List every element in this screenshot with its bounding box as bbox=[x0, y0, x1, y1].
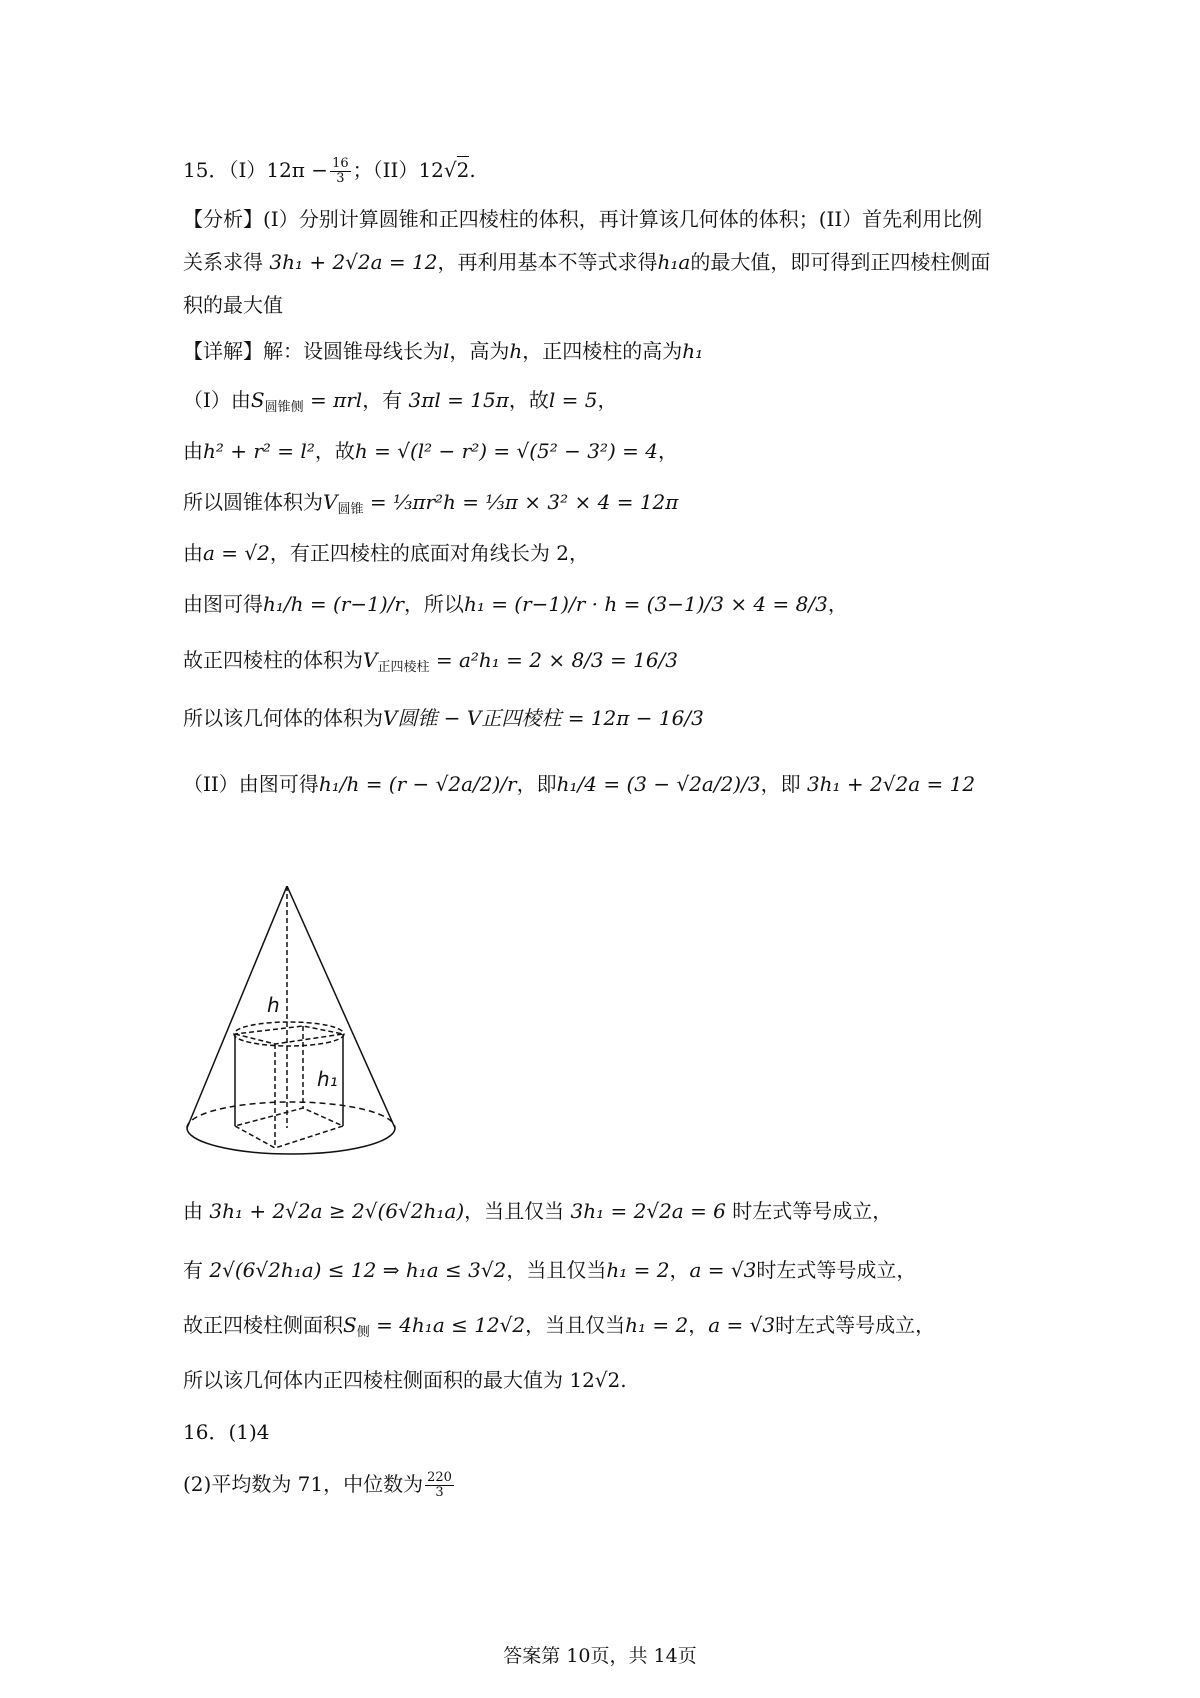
math-expr: h₁/4 = (3 − √2a/2)/3 bbox=[556, 772, 761, 796]
conclusion bbox=[183, 1366, 627, 1394]
step-text: 时左式等号成立， bbox=[775, 1313, 936, 1337]
step-text: ，当且仅当 bbox=[506, 1258, 607, 1282]
analysis-line-2 bbox=[183, 248, 990, 276]
math-expr: l = 5 bbox=[548, 388, 598, 412]
ineq-1 bbox=[183, 1197, 892, 1225]
prism-base bbox=[235, 1108, 343, 1148]
math-expr: 3h₁ = 2√2a = 6 bbox=[570, 1199, 726, 1223]
step-text: （II）由图可得 bbox=[183, 772, 319, 796]
analysis-text: (I）分别计算圆锥和正四棱柱的体积，再计算该几何体的体积；(II）首先利用比例 bbox=[263, 207, 983, 231]
math-expr: 3h₁ + 2√2a = 12 bbox=[806, 772, 976, 796]
step-text: ，即 bbox=[760, 772, 807, 796]
step-text: ，有正四棱柱的底面对角线长为 2， bbox=[269, 541, 589, 565]
math-var: S bbox=[343, 1313, 357, 1337]
analysis-text: 积的最大值 bbox=[183, 293, 283, 317]
detail-text: ，正四棱柱的高为 bbox=[522, 339, 683, 363]
math-expr: h₁ = 2 bbox=[606, 1258, 670, 1282]
step-text: 故正四棱柱侧面积 bbox=[183, 1313, 343, 1337]
part-label: （II） bbox=[372, 158, 419, 182]
math-expr: 3πl = 15π bbox=[402, 388, 509, 412]
ineq-3 bbox=[183, 1311, 935, 1347]
analysis-text: 的最大值，即可得到正四棱柱侧面 bbox=[690, 250, 991, 274]
subscript: 圆锥 bbox=[337, 502, 364, 517]
math-expr: h² + r² = l² bbox=[203, 439, 315, 463]
label-h: h bbox=[267, 993, 280, 1017]
math-expr: a = √2 bbox=[203, 541, 270, 565]
label-h1: h₁ bbox=[317, 1067, 338, 1091]
base-ellipse-back bbox=[187, 1102, 395, 1128]
cone-diagram bbox=[183, 886, 403, 1156]
math-expr: h₁/h = (r − √2a/2)/r bbox=[318, 772, 517, 796]
step-text: 由图可得 bbox=[183, 592, 263, 616]
step-text: 时左式等号成立， bbox=[756, 1258, 917, 1282]
ineq-2 bbox=[183, 1256, 916, 1284]
analysis-tag: 【分析】 bbox=[183, 207, 263, 231]
prism-top bbox=[235, 1026, 343, 1044]
step-text: ， bbox=[827, 592, 848, 616]
step-7 bbox=[183, 704, 704, 732]
step-text: ， bbox=[658, 439, 678, 463]
analysis-text: ，再利用基本不等式求得 bbox=[437, 250, 658, 274]
detail-tag: 【详解】 bbox=[183, 339, 263, 363]
math-expr: V圆锥 − V正四棱柱 = 12π − 16/3 bbox=[383, 706, 704, 730]
subscript: 正四棱柱 bbox=[377, 660, 430, 675]
separator: ； bbox=[352, 158, 373, 182]
math-var: h₁ bbox=[682, 339, 704, 363]
radicand: 2 bbox=[456, 158, 470, 182]
step-1 bbox=[183, 386, 618, 422]
math-expr: 3h₁ + 2√2a ≥ 2√(6√2h₁a) bbox=[209, 1199, 465, 1223]
step-text: 故正四棱柱的体积为 bbox=[183, 648, 363, 672]
analysis-text: 关系求得 bbox=[183, 250, 263, 274]
step-text: ，故 bbox=[508, 388, 549, 412]
math-expr: a = √3 bbox=[689, 1258, 757, 1282]
page-footer: 答案第 10页，共 14页 bbox=[503, 1645, 697, 1667]
detail-intro bbox=[183, 337, 703, 365]
question-number: 15． bbox=[183, 158, 229, 182]
step-text: 有 bbox=[183, 1258, 210, 1282]
step-text: ，即 bbox=[516, 772, 557, 796]
math-expr: h₁a bbox=[657, 250, 691, 274]
step-2 bbox=[183, 437, 678, 465]
period: . bbox=[469, 158, 476, 182]
math-expr: = a²h₁ = 2 × 8/3 = 16/3 bbox=[429, 648, 679, 672]
detail-text: ，高为 bbox=[449, 339, 510, 363]
step-text: ， bbox=[597, 388, 618, 412]
step-5 bbox=[183, 590, 848, 618]
step-3 bbox=[183, 488, 678, 524]
analysis-line-1 bbox=[183, 205, 982, 233]
step-text: 所以该几何体的体积为 bbox=[183, 706, 383, 730]
base-ellipse-front bbox=[187, 1128, 395, 1154]
answer-15: 15．（I）12π − $\frac{16}{3}$ ；（II）12√2. bbox=[183, 156, 476, 186]
math-expr: 12√2 bbox=[569, 1368, 621, 1392]
top-section-ellipse bbox=[234, 1022, 344, 1046]
step-text: 时左式等号成立， bbox=[725, 1199, 893, 1223]
fraction bbox=[330, 157, 351, 186]
math-expr: a = √3 bbox=[708, 1313, 776, 1337]
denominator: 3 bbox=[336, 171, 345, 186]
step-text: 由 bbox=[183, 1199, 210, 1223]
math-expr: 12π − bbox=[266, 158, 329, 182]
step-6 bbox=[183, 646, 678, 682]
step-text: ， bbox=[688, 1313, 709, 1337]
period: . bbox=[620, 1368, 627, 1392]
math-expr: = ⅓πr²h = ⅓π × 3² × 4 = 12π bbox=[363, 490, 679, 514]
math-var: S bbox=[250, 388, 265, 412]
subscript: 圆锥侧 bbox=[264, 400, 304, 415]
numerator: 220 bbox=[427, 1470, 452, 1485]
math-expr: 3h₁ + 2√2a = 12 bbox=[269, 250, 438, 274]
analysis-line-3 bbox=[183, 291, 283, 319]
step-text: 由 bbox=[183, 439, 203, 463]
step-text: ，有 bbox=[362, 388, 403, 412]
math-var: l bbox=[443, 339, 450, 363]
step-text: （I）由 bbox=[183, 388, 251, 412]
answer-text: (2)平均数为 71，中位数为 bbox=[183, 1472, 424, 1496]
math-expr: h = √(l² − r²) = √(5² − 3²) = 4 bbox=[354, 439, 658, 463]
math-expr: h₁ = (r−1)/r · h = (3−1)/3 × 4 = 8/3 bbox=[463, 592, 828, 616]
step-text: ，所以 bbox=[403, 592, 464, 616]
numerator: 16 bbox=[332, 156, 349, 171]
fraction bbox=[425, 1471, 454, 1500]
math-var: V bbox=[323, 490, 338, 514]
math-expr: 2√(6√2h₁a) ≤ 12 ⇒ h₁a ≤ 3√2 bbox=[209, 1258, 507, 1282]
answer-16-part-2 bbox=[183, 1470, 456, 1500]
math-expr: = 4h₁a ≤ 12√2 bbox=[369, 1313, 526, 1337]
math-expr: 12 bbox=[418, 158, 444, 182]
math-expr: h₁/h = (r−1)/r bbox=[263, 592, 404, 616]
math-var: h bbox=[509, 339, 523, 363]
answer-16-part-1 bbox=[183, 1418, 270, 1446]
cone-prism-figure bbox=[183, 886, 403, 1160]
subscript: 侧 bbox=[356, 1325, 370, 1340]
step-8 bbox=[183, 770, 975, 798]
step-text: ，故 bbox=[314, 439, 355, 463]
answer-text: 16．(1)4 bbox=[183, 1420, 270, 1444]
step-text: 所以圆锥体积为 bbox=[183, 490, 323, 514]
math-var: V bbox=[363, 648, 378, 672]
detail-text: 解：设圆锥母线长为 bbox=[263, 339, 443, 363]
step-4 bbox=[183, 539, 589, 567]
step-text: ，当且仅当 bbox=[525, 1313, 626, 1337]
part-label: （I） bbox=[228, 158, 267, 182]
step-text: ， bbox=[669, 1258, 690, 1282]
step-text: ，当且仅当 bbox=[464, 1199, 571, 1223]
math-expr: h₁ = 2 bbox=[625, 1313, 689, 1337]
denominator: 3 bbox=[435, 1485, 444, 1500]
step-text: 由 bbox=[183, 541, 203, 565]
math-expr: = πrl bbox=[303, 388, 363, 412]
step-text: 所以该几何体内正四棱柱侧面积的最大值为 bbox=[183, 1368, 570, 1392]
